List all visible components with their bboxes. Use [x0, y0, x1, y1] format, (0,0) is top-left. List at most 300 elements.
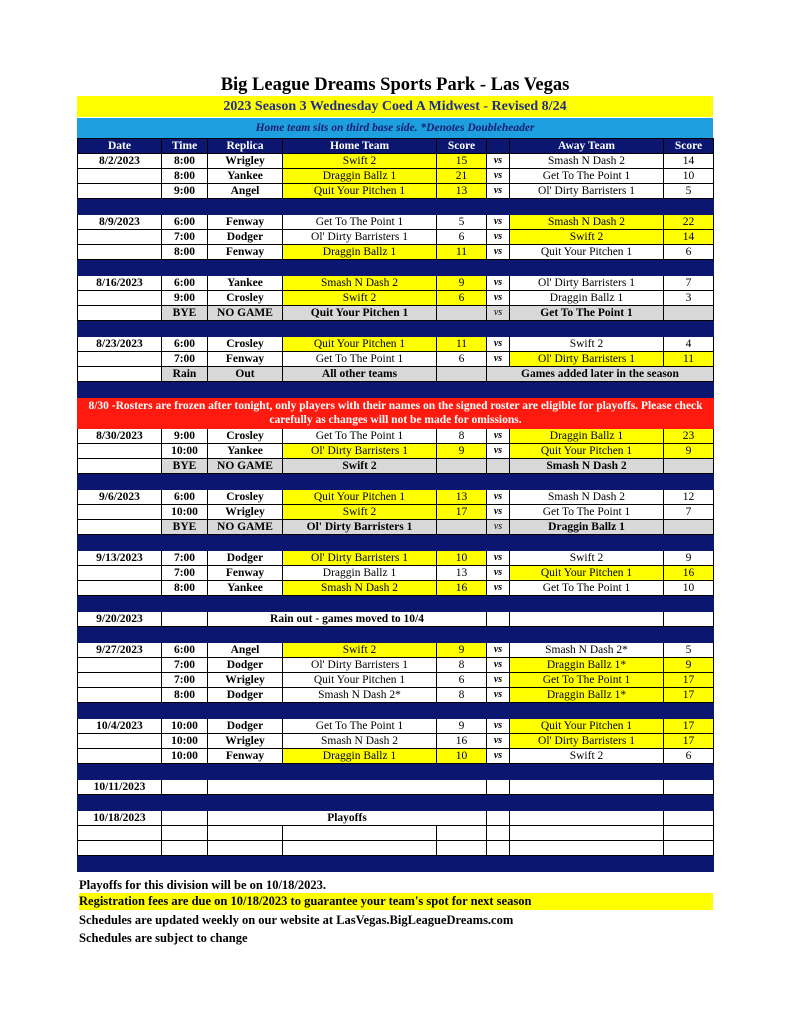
- game-date: [78, 459, 162, 474]
- away-team: Smash N Dash 2*: [510, 643, 664, 658]
- vs-label: vs: [487, 719, 510, 734]
- home-team: Get To The Point 1: [283, 429, 437, 444]
- empty-cell: [510, 826, 664, 841]
- week-separator: [78, 474, 714, 490]
- home-score: 6: [437, 291, 487, 306]
- home-team: Swift 2: [283, 291, 437, 306]
- replica-field: Wrigley: [208, 734, 283, 749]
- empty-cell: [664, 826, 714, 841]
- col-away-score: Score: [664, 139, 714, 154]
- game-date: [78, 230, 162, 245]
- col-away-team: Away Team: [510, 139, 664, 154]
- game-date: [78, 444, 162, 459]
- footer-registration-note: Registration fees are due on 10/18/2023 to guarantee your team's spot for next season: [79, 893, 713, 910]
- away-team: Draggin Ballz 1: [510, 520, 664, 535]
- replica-field: Fenway: [208, 352, 283, 367]
- home-score: [437, 306, 487, 321]
- game-date: [78, 245, 162, 260]
- home-score: 8: [437, 429, 487, 444]
- game-row: [78, 169, 714, 184]
- game-time: BYE: [162, 520, 208, 535]
- game-row: [78, 245, 714, 260]
- empty-cell: [208, 826, 283, 841]
- away-score: 9: [664, 444, 714, 459]
- game-row: [78, 490, 714, 505]
- empty-cell: [283, 826, 437, 841]
- replica-field: NO GAME: [208, 306, 283, 321]
- vs-label: vs: [487, 306, 510, 321]
- vs-label: vs: [487, 505, 510, 520]
- game-time: 8:00: [162, 245, 208, 260]
- game-row: [78, 505, 714, 520]
- replica-field: Yankee: [208, 276, 283, 291]
- game-time: 7:00: [162, 352, 208, 367]
- home-team: Swift 2: [283, 505, 437, 520]
- week-separator: [78, 856, 714, 872]
- bye-row: [78, 459, 714, 474]
- rain-out-row: [78, 367, 714, 382]
- vs-label: vs: [487, 566, 510, 581]
- away-team: Quit Your Pitchen 1: [510, 444, 664, 459]
- game-date: 8/2/2023: [78, 154, 162, 169]
- away-score: 7: [664, 505, 714, 520]
- replica-field: Angel: [208, 184, 283, 199]
- empty-cell: [437, 841, 487, 856]
- replica-field: Yankee: [208, 169, 283, 184]
- roster-notice: 8/30 -Rosters are frozen after tonight, only players with their names on the signed roster are eligible for playoffs. Please check carefully as changes will not be made for omissions.: [78, 398, 714, 429]
- home-score: [437, 367, 487, 382]
- game-time: 6:00: [162, 337, 208, 352]
- away-team: Smash N Dash 2: [510, 490, 664, 505]
- away-score: 12: [664, 490, 714, 505]
- away-team: Quit Your Pitchen 1: [510, 566, 664, 581]
- home-score: 15: [437, 154, 487, 169]
- home-team: Smash N Dash 2*: [283, 688, 437, 703]
- away-team: Swift 2: [510, 337, 664, 352]
- home-team: Ol' Dirty Barristers 1: [283, 444, 437, 459]
- home-score: 9: [437, 276, 487, 291]
- week-separator: [78, 199, 714, 215]
- away-score: 9: [664, 551, 714, 566]
- home-score: 10: [437, 749, 487, 764]
- game-date: [78, 367, 162, 382]
- replica-field: Crosley: [208, 337, 283, 352]
- separator-cell: [78, 199, 714, 215]
- home-score: 5: [437, 215, 487, 230]
- replica-field: Yankee: [208, 444, 283, 459]
- date-message-row: [78, 612, 714, 627]
- home-team-note: Home team sits on third base side. *Denotes Doubleheader: [77, 118, 713, 138]
- game-row: [78, 688, 714, 703]
- vs-label: vs: [487, 551, 510, 566]
- empty-cell: [487, 780, 510, 795]
- home-score: 6: [437, 352, 487, 367]
- separator-cell: [78, 795, 714, 811]
- away-team: Get To The Point 1: [510, 673, 664, 688]
- home-score: 6: [437, 230, 487, 245]
- roster-notice-row: [78, 398, 714, 429]
- game-date: [78, 306, 162, 321]
- replica-field: Dodger: [208, 551, 283, 566]
- home-team: Draggin Ballz 1: [283, 566, 437, 581]
- away-score: 17: [664, 688, 714, 703]
- replica-field: Crosley: [208, 490, 283, 505]
- home-score: 8: [437, 688, 487, 703]
- empty-cell: [162, 780, 208, 795]
- empty-cell: [78, 841, 162, 856]
- away-score: 3: [664, 291, 714, 306]
- vs-label: vs: [487, 673, 510, 688]
- empty-cell: [78, 826, 162, 841]
- date-message-row: [78, 780, 714, 795]
- separator-cell: [78, 474, 714, 490]
- replica-field: Fenway: [208, 749, 283, 764]
- away-score: 17: [664, 673, 714, 688]
- replica-field: Yankee: [208, 581, 283, 596]
- away-score: 17: [664, 734, 714, 749]
- away-score: 10: [664, 169, 714, 184]
- vs-label: vs: [487, 581, 510, 596]
- away-score: 5: [664, 643, 714, 658]
- home-team: Smash N Dash 2: [283, 276, 437, 291]
- game-date: [78, 505, 162, 520]
- away-score: 16: [664, 566, 714, 581]
- bye-row: [78, 520, 714, 535]
- vs-label: vs: [487, 337, 510, 352]
- vs-label: vs: [487, 520, 510, 535]
- away-team: Swift 2: [510, 749, 664, 764]
- away-score: 10: [664, 581, 714, 596]
- away-team: Quit Your Pitchen 1: [510, 719, 664, 734]
- away-team: Draggin Ballz 1: [510, 429, 664, 444]
- game-date: [78, 581, 162, 596]
- game-time: 7:00: [162, 673, 208, 688]
- away-team: Draggin Ballz 1*: [510, 688, 664, 703]
- away-team: Quit Your Pitchen 1: [510, 245, 664, 260]
- vs-label: vs: [487, 734, 510, 749]
- empty-cell: [510, 811, 664, 826]
- col-time: Time: [162, 139, 208, 154]
- game-date: 9/13/2023: [78, 551, 162, 566]
- home-score: 9: [437, 719, 487, 734]
- col-replica: Replica: [208, 139, 283, 154]
- game-time: 6:00: [162, 643, 208, 658]
- separator-cell: [78, 260, 714, 276]
- away-team: Ol' Dirty Barristers 1: [510, 734, 664, 749]
- week-separator: [78, 764, 714, 780]
- week-message: Playoffs: [208, 811, 487, 826]
- vs-label: vs: [487, 490, 510, 505]
- home-score: 13: [437, 566, 487, 581]
- week-message: Rain out - games moved to 10/4: [208, 612, 487, 627]
- vs-label: vs: [487, 230, 510, 245]
- game-row: [78, 581, 714, 596]
- game-time: 8:00: [162, 581, 208, 596]
- home-score: 10: [437, 551, 487, 566]
- week-separator: [78, 321, 714, 337]
- week-separator: [78, 703, 714, 719]
- page-title: Big League Dreams Sports Park - Las Vegas: [220, 75, 570, 95]
- schedule-body: [78, 154, 714, 872]
- away-team: Get To The Point 1: [510, 306, 664, 321]
- game-row: [78, 291, 714, 306]
- game-date: 9/27/2023: [78, 643, 162, 658]
- away-team: Ol' Dirty Barristers 1: [510, 184, 664, 199]
- away-team: Swift 2: [510, 551, 664, 566]
- vs-label: vs: [487, 429, 510, 444]
- week-separator: [78, 260, 714, 276]
- empty-cell: [208, 841, 283, 856]
- empty-cell: [510, 780, 664, 795]
- home-team: Quit Your Pitchen 1: [283, 306, 437, 321]
- home-team: Swift 2: [283, 643, 437, 658]
- replica-field: Fenway: [208, 245, 283, 260]
- vs-label: vs: [487, 658, 510, 673]
- replica-field: Wrigley: [208, 673, 283, 688]
- empty-cell: [664, 612, 714, 627]
- bye-row: [78, 306, 714, 321]
- game-row: [78, 230, 714, 245]
- home-team: Quit Your Pitchen 1: [283, 490, 437, 505]
- week-separator: [78, 535, 714, 551]
- footer-website-note: Schedules are updated weekly on our website at LasVegas.BigLeagueDreams.com: [79, 913, 514, 927]
- away-score: [664, 306, 714, 321]
- replica-field: Dodger: [208, 688, 283, 703]
- empty-cell: [162, 826, 208, 841]
- home-team: Get To The Point 1: [283, 719, 437, 734]
- away-score: 11: [664, 352, 714, 367]
- away-team: Draggin Ballz 1*: [510, 658, 664, 673]
- game-time: 10:00: [162, 734, 208, 749]
- game-row: [78, 276, 714, 291]
- game-date: [78, 520, 162, 535]
- empty-cell: [283, 841, 437, 856]
- home-score: 9: [437, 643, 487, 658]
- away-score: 17: [664, 719, 714, 734]
- game-date: [78, 673, 162, 688]
- away-score: 7: [664, 276, 714, 291]
- home-score: 6: [437, 673, 487, 688]
- game-time: Rain: [162, 367, 208, 382]
- home-team: Draggin Ballz 1: [283, 749, 437, 764]
- away-score: 9: [664, 658, 714, 673]
- home-team: Swift 2: [283, 154, 437, 169]
- game-time: 6:00: [162, 276, 208, 291]
- vs-label: vs: [487, 749, 510, 764]
- blank-row: [78, 841, 714, 856]
- away-team: Smash N Dash 2: [510, 154, 664, 169]
- game-row: [78, 154, 714, 169]
- away-score: 14: [664, 154, 714, 169]
- game-date: 8/30/2023: [78, 429, 162, 444]
- game-time: 7:00: [162, 566, 208, 581]
- game-time: 10:00: [162, 505, 208, 520]
- home-team: Draggin Ballz 1: [283, 169, 437, 184]
- home-score: 16: [437, 581, 487, 596]
- game-time: 9:00: [162, 184, 208, 199]
- empty-cell: [510, 612, 664, 627]
- home-team: Smash N Dash 2: [283, 581, 437, 596]
- game-date: [78, 566, 162, 581]
- replica-field: Angel: [208, 643, 283, 658]
- home-team: Ol' Dirty Barristers 1: [283, 658, 437, 673]
- game-date: 9/6/2023: [78, 490, 162, 505]
- replica-field: Out: [208, 367, 283, 382]
- game-date: 10/4/2023: [78, 719, 162, 734]
- replica-field: Crosley: [208, 291, 283, 306]
- away-team: Get To The Point 1: [510, 581, 664, 596]
- away-team: Swift 2: [510, 230, 664, 245]
- away-score: 6: [664, 749, 714, 764]
- away-team: Games added later in the season: [487, 367, 714, 382]
- game-time: 6:00: [162, 215, 208, 230]
- vs-label: vs: [487, 352, 510, 367]
- home-score: 13: [437, 490, 487, 505]
- blank-row: [78, 826, 714, 841]
- home-score: 21: [437, 169, 487, 184]
- replica-field: Dodger: [208, 658, 283, 673]
- replica-field: Dodger: [208, 230, 283, 245]
- game-date: 8/9/2023: [78, 215, 162, 230]
- home-team: Quit Your Pitchen 1: [283, 184, 437, 199]
- game-row: [78, 352, 714, 367]
- week-separator: [78, 795, 714, 811]
- game-time: 7:00: [162, 230, 208, 245]
- away-score: 23: [664, 429, 714, 444]
- home-team: Smash N Dash 2: [283, 734, 437, 749]
- vs-label: vs: [487, 245, 510, 260]
- game-row: [78, 444, 714, 459]
- separator-cell: [78, 321, 714, 337]
- season-subtitle: 2023 Season 3 Wednesday Coed A Midwest - Revised 8/24: [77, 96, 713, 117]
- game-date: [78, 291, 162, 306]
- game-date: [78, 184, 162, 199]
- separator-cell: [78, 627, 714, 643]
- game-row: [78, 719, 714, 734]
- home-team: Swift 2: [283, 459, 437, 474]
- week-separator: [78, 627, 714, 643]
- empty-cell: [664, 841, 714, 856]
- game-row: [78, 184, 714, 199]
- replica-field: NO GAME: [208, 459, 283, 474]
- home-team: Get To The Point 1: [283, 215, 437, 230]
- game-date: 10/11/2023: [78, 780, 162, 795]
- game-row: [78, 337, 714, 352]
- game-row: [78, 734, 714, 749]
- game-row: [78, 566, 714, 581]
- col-date: Date: [78, 139, 162, 154]
- col-vs: [487, 139, 510, 154]
- home-team: Quit Your Pitchen 1: [283, 337, 437, 352]
- away-score: 4: [664, 337, 714, 352]
- home-score: 13: [437, 184, 487, 199]
- empty-cell: [162, 811, 208, 826]
- empty-cell: [487, 612, 510, 627]
- separator-cell: [78, 703, 714, 719]
- game-date: [78, 734, 162, 749]
- home-team: Get To The Point 1: [283, 352, 437, 367]
- game-time: 8:00: [162, 169, 208, 184]
- vs-label: vs: [487, 276, 510, 291]
- vs-label: vs: [487, 169, 510, 184]
- empty-cell: [664, 780, 714, 795]
- game-time: 7:00: [162, 658, 208, 673]
- game-row: [78, 429, 714, 444]
- away-team: Smash N Dash 2: [510, 215, 664, 230]
- home-score: 16: [437, 734, 487, 749]
- replica-field: Crosley: [208, 429, 283, 444]
- away-team: Get To The Point 1: [510, 169, 664, 184]
- away-team: Draggin Ballz 1: [510, 291, 664, 306]
- empty-cell: [162, 841, 208, 856]
- game-time: 10:00: [162, 719, 208, 734]
- replica-field: Dodger: [208, 719, 283, 734]
- away-team: Ol' Dirty Barristers 1: [510, 276, 664, 291]
- away-team: Get To The Point 1: [510, 505, 664, 520]
- vs-label: vs: [487, 643, 510, 658]
- empty-cell: [664, 811, 714, 826]
- home-score: 17: [437, 505, 487, 520]
- vs-label: [487, 459, 510, 474]
- home-team: Draggin Ballz 1: [283, 245, 437, 260]
- home-score: 8: [437, 658, 487, 673]
- separator-cell: [78, 764, 714, 780]
- col-home-team: Home Team: [283, 139, 437, 154]
- game-date: [78, 169, 162, 184]
- game-time: 10:00: [162, 444, 208, 459]
- separator-cell: [78, 856, 714, 872]
- date-message-row: [78, 811, 714, 826]
- home-team: Ol' Dirty Barristers 1: [283, 551, 437, 566]
- game-time: 8:00: [162, 154, 208, 169]
- away-score: 14: [664, 230, 714, 245]
- game-time: 6:00: [162, 490, 208, 505]
- home-team: Quit Your Pitchen 1: [283, 673, 437, 688]
- home-team: Ol' Dirty Barristers 1: [283, 520, 437, 535]
- replica-field: Fenway: [208, 215, 283, 230]
- game-time: 10:00: [162, 749, 208, 764]
- vs-label: vs: [487, 215, 510, 230]
- away-score: [664, 520, 714, 535]
- vs-label: vs: [487, 688, 510, 703]
- away-team: Ol' Dirty Barristers 1: [510, 352, 664, 367]
- separator-cell: [78, 535, 714, 551]
- replica-field: NO GAME: [208, 520, 283, 535]
- col-home-score: Score: [437, 139, 487, 154]
- empty-cell: [437, 826, 487, 841]
- empty-cell: [487, 841, 510, 856]
- week-separator: [78, 382, 714, 398]
- home-team: All other teams: [283, 367, 437, 382]
- game-time: 9:00: [162, 291, 208, 306]
- away-score: 6: [664, 245, 714, 260]
- game-time: BYE: [162, 306, 208, 321]
- replica-field: Wrigley: [208, 154, 283, 169]
- game-date: 9/20/2023: [78, 612, 162, 627]
- vs-label: vs: [487, 184, 510, 199]
- footer-playoffs-note: Playoffs for this division will be on 10/18/2023.: [79, 878, 327, 892]
- header-row: [78, 139, 714, 154]
- game-date: [78, 688, 162, 703]
- home-score: 11: [437, 245, 487, 260]
- away-score: 22: [664, 215, 714, 230]
- week-separator: [78, 596, 714, 612]
- game-row: [78, 215, 714, 230]
- game-date: [78, 749, 162, 764]
- schedule-table: [77, 138, 714, 872]
- away-score: [664, 459, 714, 474]
- game-row: [78, 749, 714, 764]
